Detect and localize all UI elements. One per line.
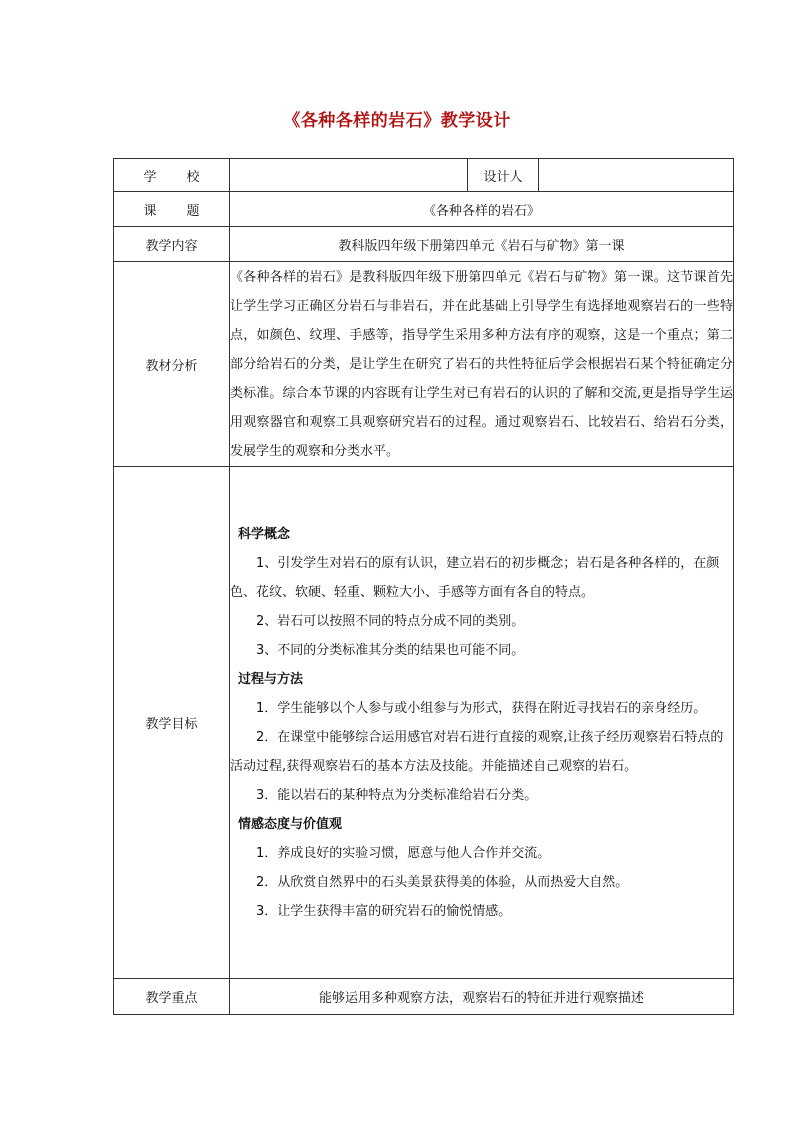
process-item-1: 1．学生能够以个人参与或小组参与为形式，获得在附近寻找岩石的亲身经历。	[256, 700, 707, 716]
concept-heading: 科学概念	[238, 526, 291, 542]
attitude-heading: 情感态度与价值观	[238, 816, 343, 832]
analysis-text: 《各种各样的岩石》是教科版四年级下册第四单元《岩石与矿物》第一课。这节课首先让学生学习正确区分岩石与非岩石，并在此基础上引导学生有选择地观察岩石的一些特点，如颜色、纹理、手感等，指导学生采用多种方法有序的观察，这是一个重点；第二部分给岩石的分类，是让学生在研究了岩石的共性特征后学会根据岩石某个特征确定分类标准。综合本节课的内容既有让学生对已有岩石的认识的了解和交流,更是指导学生运用观察器官和观察工具观察研究岩石的过程。通过观察岩石、比较岩石、给岩石分类，发展学生的观察和分类水平。	[230, 262, 734, 467]
analysis-label: 教材分析	[114, 262, 230, 467]
school-value	[230, 159, 468, 192]
row-topic	[114, 192, 734, 227]
attitude-item-1: 1．养成良好的实验习惯，愿意与他人合作并交流。	[256, 845, 551, 861]
attitude-item-2: 2．从欣赏自然界中的石头美景获得美的体验，从而热爱大自然。	[256, 874, 629, 890]
topic-label: 课 题	[114, 192, 230, 227]
designer-label: 设计人	[468, 159, 539, 192]
concept-item-2: 2、岩石可以按照不同的特点分成不同的类别。	[256, 613, 525, 629]
school-label: 学 校	[114, 159, 230, 192]
row-analysis	[114, 262, 734, 467]
goals-content	[230, 467, 734, 979]
concept-item-1: 1、引发学生对岩石的原有认识，建立岩石的初步概念；岩石是各种各样的，在颜色、花纹、软硬、轻重、颗粒大小、手感等方面有各自的特点。	[230, 555, 720, 600]
designer-value	[539, 159, 734, 192]
topic-value: 《各种各样的岩石》	[230, 192, 734, 227]
keypoint-label: 教学重点	[114, 979, 230, 1015]
row-keypoint	[114, 979, 734, 1015]
process-heading: 过程与方法	[238, 671, 304, 687]
lesson-plan-table	[113, 158, 734, 1015]
document-title: 《各种各样的岩石》教学设计	[283, 111, 511, 131]
row-goals	[114, 467, 734, 979]
content-value: 教科版四年级下册第四单元《岩石与矿物》第一课	[230, 227, 734, 262]
keypoint-value: 能够运用多种观察方法，观察岩石的特征并进行观察描述	[230, 979, 734, 1015]
attitude-item-3: 3．让学生获得丰富的研究岩石的愉悦情感。	[256, 903, 512, 919]
process-item-3: 3．能以岩石的某种特点为分类标准给岩石分类。	[256, 787, 538, 803]
row-content	[114, 227, 734, 262]
process-item-2: 2．在课堂中能够综合运用感官对岩石进行直接的观察,让孩子经历观察岩石特点的活动过程,获得观察岩石的基本方法及技能。并能描述自己观察的岩石。	[230, 729, 724, 774]
goals-label: 教学目标	[114, 467, 230, 979]
content-label: 教学内容	[114, 227, 230, 262]
row-school	[114, 159, 734, 192]
concept-item-3: 3、不同的分类标准其分类的结果也可能不同。	[256, 642, 525, 658]
